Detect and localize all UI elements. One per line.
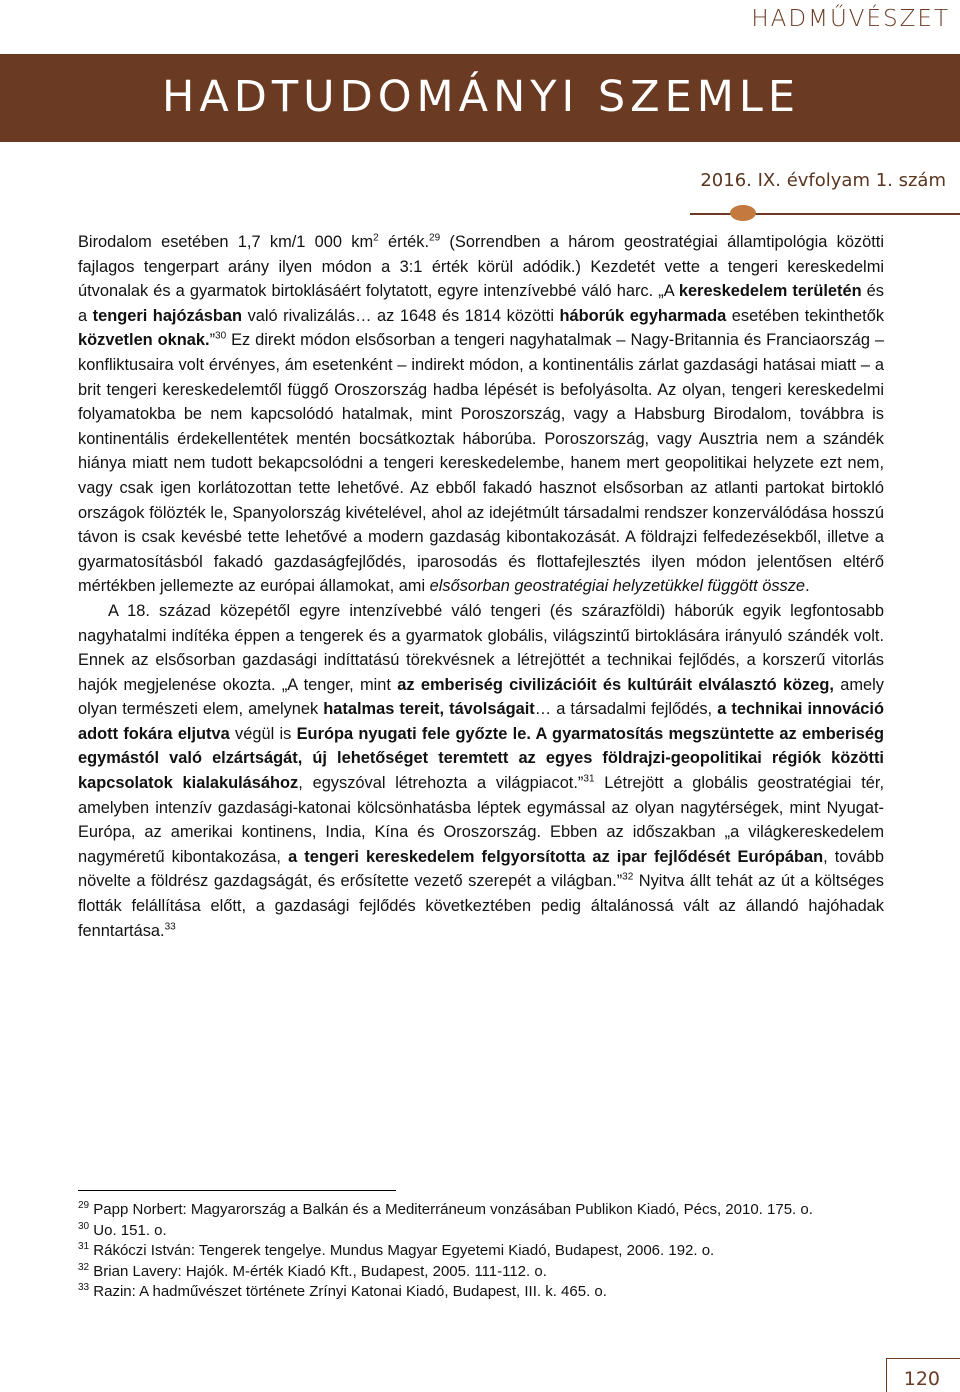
bold-run: háborúk egyharmada: [559, 306, 727, 325]
bold-run: hatalmas tereit, távolságait: [323, 700, 535, 719]
text-run: való rivalizálás… az 1648 és 1814 közötti: [242, 306, 560, 325]
text-run: Létrejött a globális geostratégiai tér, amelyben intenzív gazdasági-katonai kölcsönhatásba léptek egymással az olyan nagytérségek, mint Nyugat-Európa, az amerikai kontinens, India, Kína és Oroszország. Ebben az időszakban „a világkereskedelem nagyméretű kibontakozása,: [78, 774, 885, 866]
text-run: ”: [209, 331, 216, 350]
article-body: [78, 230, 884, 943]
bold-run: kereskedelem területén: [678, 282, 862, 301]
footnote-item: [78, 1221, 884, 1242]
text-run: érték.: [378, 233, 430, 251]
footnote-ref-30[interactable]: 30: [215, 330, 227, 342]
text-run: esetében tekinthetők: [726, 306, 885, 325]
text-run: végül is: [229, 724, 297, 743]
footnote-text: Papp Norbert: Magyarország a Balkán és a Mediterráneum vonzásában Publikon Kiadó, Pécs, 2010. 175. o.: [89, 1201, 813, 1218]
footnote-text: Uo. 151. o.: [89, 1221, 167, 1239]
text-run: Ez direkt módon elsősorban a tengeri nagyhatalmak – Nagy-Britannia és Franciaország – konfliktusaira volt érvényes, ám esetenként – indirekt módon, a kontinentális zárlat gazdasági hatásai miatt – a brit tengeri kereskedelemtől függő Oroszország hadba lépését is befolyásolta. Az olyan, tengeri kereskedelmi folyamatokba be nem kapcsolódó hatalmak, mint Poroszország, vagy a Habsburg Birodalom, továbbra is kontinentális érdekellentétek mentén bocsátkoztak háborúba. Poroszország, vagy Ausztria nem a szándék hiánya miatt nem tudott bekapcsolódni a tengeri kereskedelembe, hanem mert geopolitikai helyzete ezt nem, vagy csak igen korlátozottan tette lehetővé. Az ebből fakadó hasznot elsősorban az atlanti partokat birtokló országok fölözték le, Spanyolország kivételével, ahol az idejétmúlt társadalmi rendszer konzerválódása hosszú távon is csak kevésbé tette lehetővé a modern gazdaság kibontakozását. A földrajzi felfedezésekből, illetve a gyarmatosításból fakadó gazdaságfejlődés, iparosodás és flottafejlesztés ilyen módon jelentősen eltérő mértékben jellemezte az európai államokat, ami: [78, 331, 884, 596]
footnote-number: 33: [78, 1282, 90, 1293]
footnote-number: 29: [78, 1200, 90, 1211]
footnote-number: 32: [78, 1261, 90, 1273]
bold-run: tengeri hajózásban: [92, 306, 243, 325]
footnote-text: Razin: A hadművészet története Zrínyi Katonai Kiadó, Budapest, III. k. 465. o.: [89, 1283, 607, 1300]
journal-banner: [0, 54, 960, 142]
text-run: , tovább növelte a földrész gazdagságát, és erősítette vezető szerepét a világban.”: [78, 847, 884, 891]
text-run: Nyitva állt tehát az út a költséges flották felállítása előtt, a gazdasági fejlődés következtében pedig általánossá vált az állandó hajóhadak fenntartása.: [78, 872, 884, 940]
text-run: Birodalom esetében 1,7 km/1 000 km: [78, 233, 374, 251]
footnote-ref-31[interactable]: 31: [583, 773, 595, 785]
footnote-text: Brian Lavery: Hajók. M-érték Kiadó Kft., Budapest, 2005. 111-112. o.: [89, 1262, 547, 1280]
footnote-item: [78, 1241, 884, 1262]
text-run: A 18. század közepétől egyre intenzívebbé váló tengeri (és szárazföldi) háborúk egyik legfontosabb nagyhatalmi indítéka éppen a tengerek és a gyarmatok globális, világszintű birtoklására irányuló szándék volt. Ennek az elsősorban gazdasági indíttatású törekvésnek a létrejöttét a technikai fejlődés, a korszerű vitorlás hajók megjelenése okozta. „A tenger, mint: [78, 601, 884, 694]
issue-label: 2016. IX. évfolyam 1. szám: [700, 170, 946, 191]
footnote-item: [78, 1282, 884, 1303]
text-run: (Sorrendben a három geostratégiai államtipológia közötti fajlagos tengerpart arány ilyen módon a 3:1 érték körül adódik.) Kezdetét vette a tengeri kereskedelmi útvonalak és a gyarmatok birtoklásáért folytatott, egyre intenzívebbé váló harc. „A: [78, 233, 884, 301]
footnote-item: [78, 1262, 884, 1283]
text-run: és a: [78, 282, 884, 325]
text-run: .: [805, 577, 810, 596]
section-label: HADMŰVÉSZET: [751, 6, 950, 32]
footnote-ref-29[interactable]: 29: [429, 232, 441, 244]
bold-run: a technikai innováció adott fokára eljutva: [78, 700, 884, 743]
footnote-number: 30: [78, 1220, 90, 1232]
text-run: … a társadalmi fejlődés,: [534, 700, 718, 719]
footnote-ref-32[interactable]: 32: [622, 871, 634, 883]
footnote-text: Rákóczi István: Tengerek tengelye. Mundus Magyar Egyetemi Kiadó, Budapest, 2006. 192. o.: [89, 1242, 715, 1259]
italic-run: elsősorban geostratégiai helyzetükkel függött össze: [429, 577, 806, 596]
text-run: , egyszóval létrehozta a világpiacot.”: [298, 774, 584, 793]
footnote-item: [78, 1200, 884, 1221]
footnote-number: 31: [78, 1241, 90, 1252]
bold-run: az emberiség civilizációit és kultúráit elválasztó közeg,: [397, 675, 834, 694]
decorative-ornament: [730, 205, 756, 221]
superscript: 2: [373, 232, 379, 244]
journal-title: HADTUDOMÁNYI SZEMLE: [162, 72, 801, 122]
paragraph-2: [78, 599, 884, 943]
text-run: amely olyan természeti elem, amelynek: [78, 675, 884, 719]
footnote-separator: [78, 1190, 396, 1191]
paragraph-1: [78, 230, 884, 599]
footnote-ref-33[interactable]: 33: [164, 921, 176, 933]
footnotes: [78, 1200, 884, 1303]
bold-run: közvetlen oknak.: [78, 331, 210, 350]
bold-run: a tengeri kereskedelem felgyorsította az ipar fejlődését Európában: [288, 847, 824, 866]
page-number: 120: [903, 1368, 940, 1390]
bold-run: Európa nyugati fele győzte le. A gyarmatosítás megszüntette az emberiség egymástól való elzártságát, új lehetőséget teremtett az egyes földrajzi-geopolitikai régiók közötti kapcsolatok kialakulásához: [78, 724, 884, 793]
